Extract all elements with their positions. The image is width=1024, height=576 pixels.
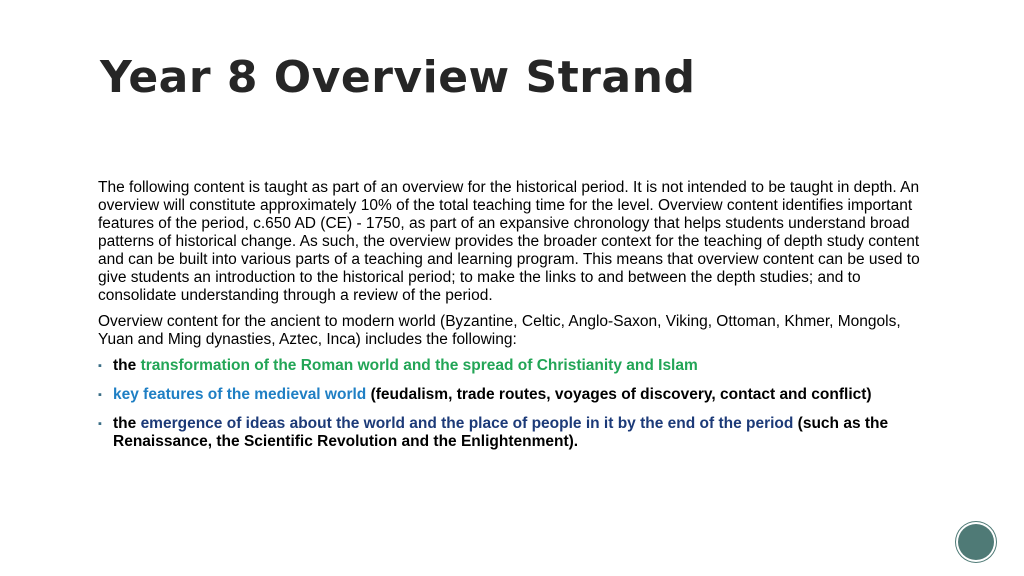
list-item	[98, 357, 934, 375]
bullet-highlight: key features of the medieval world	[113, 386, 367, 403]
bullet-prefix: the	[113, 357, 141, 374]
bullet-list	[98, 357, 934, 451]
slide-title: Year 8 Overview Strand	[100, 52, 696, 103]
slide-number-badge	[958, 524, 994, 560]
list-item	[98, 415, 934, 451]
intro-paragraph: The following content is taught as part of an overview for the historical period. It is not intended to be taught in depth. An overview will constitute approximately 10% of the total teaching time for the level. Overview content identifies important features of the period, c.650 AD (CE) - 1750, as part of an expansive chronology that helps students understand broad patterns of historical change. As such, the overview provides the broader context for the teaching of depth study content and can be built into various parts of a teaching and learning program. This means that overview content can be used to give students an introduction to the historical period; to make the links to and between the depth studies; and to consolidate understanding through a review of the period.	[98, 179, 920, 304]
bullet-highlight: emergence of ideas about the world and the place of people in it by the end of the period	[140, 415, 794, 432]
overview-paragraph: Overview content for the ancient to modern world (Byzantine, Celtic, Anglo-Saxon, Viking, Ottoman, Khmer, Mongols, Yuan and Ming dynasties, Aztec, Inca) includes the following:	[98, 313, 901, 348]
bullet-suffix: (feudalism, trade routes, voyages of discovery, contact and conflict)	[366, 386, 872, 403]
square-bullet-icon: ▪	[98, 418, 102, 430]
bullet-suffix: (such as the Renaissance, the Scientific Revolution and the Enlightenment).	[113, 415, 889, 450]
list-item	[98, 386, 934, 404]
bullet-highlight: transformation of the Roman world and the spread of Christianity and Islam	[140, 357, 698, 374]
square-bullet-icon: ▪	[98, 360, 102, 372]
bullet-prefix: the	[113, 415, 141, 432]
slide-body	[98, 179, 934, 462]
square-bullet-icon: ▪	[98, 389, 102, 401]
